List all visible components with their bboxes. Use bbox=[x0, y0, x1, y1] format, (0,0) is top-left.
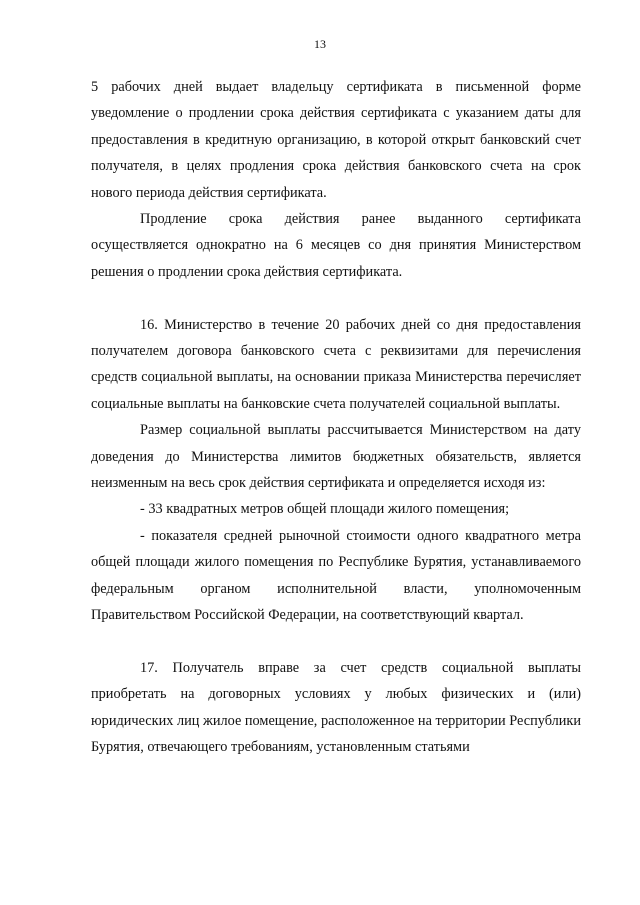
paragraph-certificate-extension-notice: 5 рабочих дней выдает владельцу сертификата в письменной форме уведомление о продлении срока действия сертификата с указанием даты для предоставления в кредитную организацию, в которой открыт банковский счет получателя, в целях продления срока действия банковского счета на срок нового периода действия сертификата. bbox=[91, 79, 581, 201]
page-number: 13 bbox=[314, 37, 326, 51]
paragraph-spacer bbox=[91, 285, 581, 311]
paragraph-spacer bbox=[91, 629, 581, 655]
paragraph-extension-once: Продление срока действия ранее выданного сертификата осуществляется однократно на 6 месяцев со дня принятия Министерством решения о продлении срока действия сертификата. bbox=[91, 211, 581, 280]
paragraph-item-16: 16. Министерство в течение 20 рабочих дней со дня предоставления получателем договора банковского счета с реквизитами для перечисления средств социальной выплаты, на основании приказа Министерства перечисляет социальные выплаты на банковские счета получателей социальной выплаты. bbox=[91, 316, 581, 412]
paragraph-item-17: 17. Получатель вправе за счет средств социальной выплаты приобретать на договорных условиях у любых физических и (или) юридических лиц жилое помещение, расположенное на территории Республики Бурятия, отвечающего требованиям, установленным статьями bbox=[91, 659, 581, 756]
paragraph-payment-amount: Размер социальной выплаты рассчитывается Министерством на дату доведения до Министерства лимитов бюджетных обязательств, является неизменным на весь срок действия сертификата и определяется исходя из: bbox=[91, 422, 581, 492]
list-item-market-price: - показателя средней рыночной стоимости одного квадратного метра общей площади жилого помещения по Республике Бурятия, устанавливаемого федеральным органом исполнительной власти, уполномоченным Правительством Российской Федерации, на соответствующий квартал. bbox=[91, 527, 581, 624]
list-item-area: - 33 квадратных метров общей площади жилого помещения; bbox=[140, 501, 510, 518]
document-body bbox=[91, 74, 581, 761]
